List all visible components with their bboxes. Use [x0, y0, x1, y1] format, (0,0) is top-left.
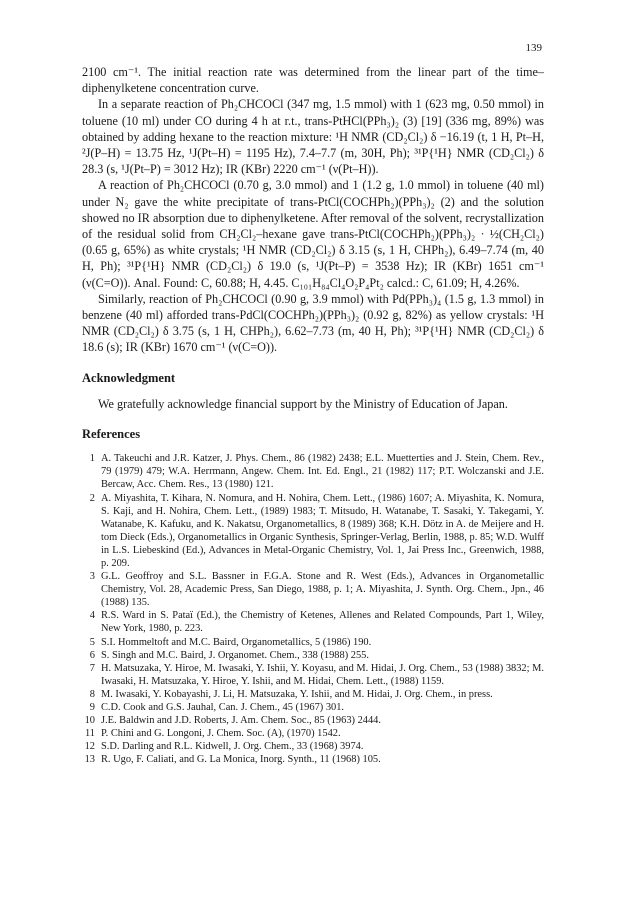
paragraph-1: 2100 cm⁻¹. The initial reaction rate was determined from the linear part of the time–diphenylketene concentration curve. [82, 65, 544, 96]
reference-number: 3 [89, 571, 95, 583]
reference-number: 9 [89, 702, 95, 714]
reference-item [82, 636, 544, 649]
page-number: 139 [525, 42, 542, 54]
reference-item [82, 570, 544, 609]
references-list [82, 452, 544, 766]
reference-item [82, 609, 544, 635]
reference-item [82, 701, 544, 714]
paragraph-4: Similarly, reaction of Ph₂CHCOCl (0.90 g, 3.9 mmol) with Pd(PPh₃)₄ (1.5 g, 1.3 mmol) in benzene (40 ml) afforded trans-PdCl(COCHPh₂)(PPh₃)₂ (0.92 g, 82%) as yellow crystals: ¹H NMR (CD₂Cl₂) δ 3.75 (s, 1 H, CHPh₂), 6.62–7.73 (m, 40 H, Ph); ³¹P{¹H} NMR (CD₂Cl₂) δ 18.6 (s); IR (KBr) 1670 cm⁻¹ (ν(C=O)). [82, 291, 544, 355]
paragraph-3: A reaction of Ph₂CHCOCl (0.70 g, 3.0 mmol) and 1 (1.2 g, 1.0 mmol) in toluene (40 ml) under N₂ gave the white precipitate of trans-PtCl(COCHPh₂)(PPh₃)₂ (2) and the solution showed no IR absorption due to diphenylketene. After removal of the solvent, recrystallization of the residual solid from CH₂Cl₂–hexane gave trans-PtCl(COCHPh₂)(PPh₃)₂ · ½(CH₂Cl₂) (0.65 g, 65%) as white crystals; ¹H NMR (CD₂Cl₂) δ 3.15 (s, 1 H, CHPh₂), 6.49–7.74 (m, 40 H, Ph); ³¹P{¹H} NMR (CD₂Cl₂) δ 19.0 (s, ¹J(Pt–P) = 3538 Hz); IR (KBr) 1651 cm⁻¹ (ν(C=O)). Anal. Found: C, 60.88; H, 4.45. C₁₀₁H₈₄Cl₄O₂P₄Pt₂ calcd.: C, 61.09; H, 4.26%. [82, 178, 544, 290]
reference-number: 6 [89, 649, 95, 661]
reference-text: J.E. Baldwin and J.D. Roberts, J. Am. Chem. Soc., 85 (1963) 2444. [101, 715, 381, 727]
references-heading: References [82, 427, 141, 442]
reference-number: 13 [84, 754, 95, 766]
reference-text: S.I. Hommeltoft and M.C. Baird, Organometallics, 5 (1986) 190. [101, 636, 372, 648]
reference-text: S.D. Darling and R.L. Kidwell, J. Org. Chem., 33 (1968) 3974. [101, 741, 364, 753]
reference-item [82, 714, 544, 727]
reference-number: 2 [89, 492, 95, 504]
reference-item [82, 753, 544, 766]
reference-text: H. Matsuzaka, Y. Hiroe, M. Iwasaki, Y. Ishii, Y. Koyasu, and M. Hidai, J. Org. Chem., 53 (1988) 3832; M. Iwasaki, H. Matsuzaka, Y. Hiroe, Y. Ishii, and M. Hidai, Chem. Lett., (1988) 1159. [101, 662, 544, 687]
reference-number: 1 [89, 453, 95, 465]
reference-text: M. Iwasaki, Y. Kobayashi, J. Li, H. Matsuzaka, Y. Ishii, and M. Hidai, J. Org. Chem., in press. [101, 688, 493, 700]
reference-item [82, 740, 544, 753]
reference-text: R. Ugo, F. Caliati, and G. La Monica, Inorg. Synth., 11 (1968) 105. [101, 754, 381, 766]
reference-item [82, 492, 544, 571]
reference-number: 5 [89, 636, 95, 648]
reference-text: C.D. Cook and G.S. Jauhal, Can. J. Chem., 45 (1967) 301. [101, 702, 345, 714]
reference-number: 8 [89, 688, 95, 700]
reference-text: A. Miyashita, T. Kihara, N. Nomura, and H. Nohira, Chem. Lett., (1986) 1607; A. Miyashita, K. Nomura, S. Kaji, and H. Nohira, Chem. Lett., (1989) 1983; T. Mitsudo, H. Watanabe, T. Sasaki, Y. Takegami, Y. Watanabe, K. Kafuku, and K. Nakatsu, Organometallics, 8 (1989) 368; K.H. Dötz in A. de Meijere and H. tom Dieck (Eds.), Organometallics in Organic Synthesis, Springer-Verlag, Berlin, 1988, p. 85; W.D. Wulff in L.S. Liebeskind (Ed.), Advances in Metal-Organic Chemistry, Vol. 1, Jai Press Inc., Greenwich, 1988, p. 209. [101, 492, 544, 570]
reference-number: 11 [84, 728, 95, 740]
reference-item [82, 727, 544, 740]
acknowledgment-heading: Acknowledgment [82, 370, 176, 385]
reference-item [82, 649, 544, 662]
reference-item [82, 662, 544, 688]
reference-item [82, 452, 544, 491]
reference-item [82, 688, 544, 701]
reference-number: 10 [84, 715, 95, 727]
body-text [82, 64, 544, 767]
reference-number: 12 [84, 741, 95, 753]
reference-number: 4 [89, 610, 95, 622]
reference-text: G.L. Geoffroy and S.L. Bassner in F.G.A. Stone and R. West (Eds.), Advances in Organometallic Chemistry, Vol. 28, Academic Press, San Diego, 1988, p. 1; A. Miyashita, J. Synth. Org. Chem., Jpn., 46 (1988) 135. [101, 571, 544, 609]
acknowledgment-text: We gratefully acknowledge financial support by the Ministry of Education of Japan. [98, 396, 508, 411]
reference-text: S. Singh and M.C. Baird, J. Organomet. Chem., 338 (1988) 255. [101, 649, 369, 661]
reference-text: P. Chini and G. Longoni, J. Chem. Soc. (A), (1970) 1542. [101, 728, 341, 740]
reference-text: A. Takeuchi and J.R. Katzer, J. Phys. Chem., 86 (1982) 2438; E.L. Muetterties and J. Stein, Chem. Rev., 79 (1979) 479; W.A. Herrmann, Angew. Chem. Int. Ed. Engl., 21 (1982) 117; P.T. Wolczanski and J.E. Bercaw, Acc. Chem. Res., 13 (1980) 121. [101, 453, 544, 491]
reference-number: 7 [89, 662, 95, 674]
paragraph-2: In a separate reaction of Ph₂CHCOCl (347 mg, 1.5 mmol) with 1 (623 mg, 0.50 mmol) in toluene (10 ml) under CO during 4 h at r.t., trans-PtHCl(PPh₃)₂ (3) [19] (336 mg, 89%) was obtained by adding hexane to the reaction mixture: ¹H NMR (CD₂Cl₂) δ −16.19 (t, 1 H, Pt–H, ²J(P–H) = 13.75 Hz, ¹J(Pt–H) = 1195 Hz), 7.4–7.7 (m, 30H, Ph); ³¹P{¹H} NMR (CD₂Cl₂) δ 28.3 (s, ¹J(Pt–P) = 3012 Hz); IR (KBr) 2220 cm⁻¹ (ν(Pt–H)). [82, 97, 544, 177]
reference-text: R.S. Ward in S. Pataï (Ed.), the Chemistry of Ketenes, Allenes and Related Compounds, Part 1, Wiley, New York, 1980, p. 223. [101, 610, 544, 635]
